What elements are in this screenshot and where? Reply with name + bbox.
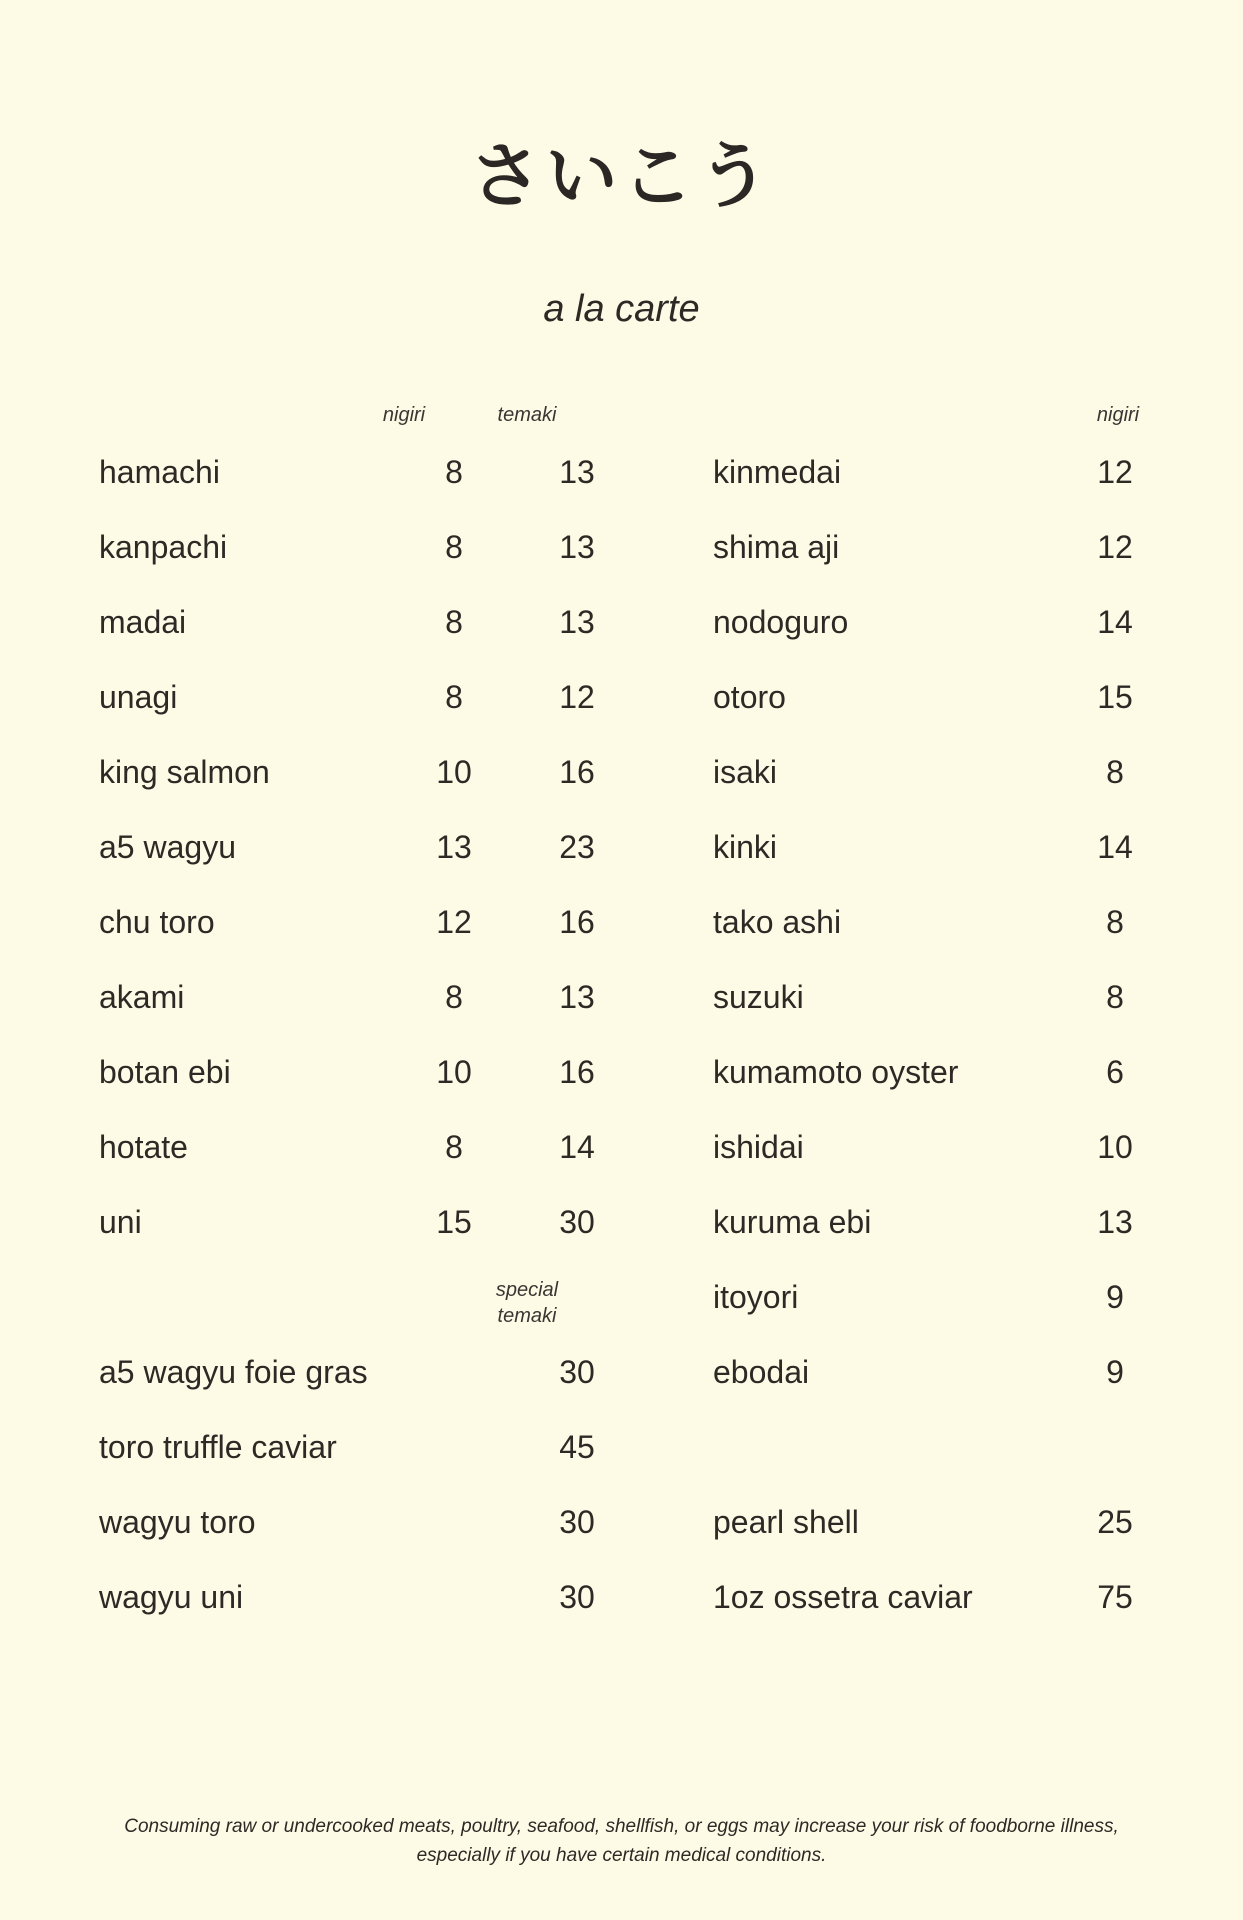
item-name: a5 wagyu <box>99 829 236 865</box>
item-nigiri-price: 8 <box>1106 904 1124 940</box>
item-temaki-price: 30 <box>559 1204 595 1240</box>
special-item <box>99 1347 599 1397</box>
health-disclaimer <box>40 1812 1203 1870</box>
extra-item <box>713 1572 1173 1622</box>
item-name: chu toro <box>99 904 215 940</box>
item-nigiri-price: 8 <box>1106 754 1124 790</box>
item-temaki-price: 16 <box>559 904 595 940</box>
item-name: kinmedai <box>713 454 842 490</box>
item-name: unagi <box>99 679 178 715</box>
special-temaki-header <box>477 1277 577 1329</box>
item-nigiri-price: 14 <box>1097 829 1133 865</box>
extra-item-name: pearl shell <box>713 1504 859 1540</box>
item-nigiri-price: 8 <box>445 529 463 565</box>
item-temaki-price: 16 <box>559 1054 595 1090</box>
item-temaki-price: 13 <box>559 529 595 565</box>
item-nigiri-price: 10 <box>436 754 472 790</box>
extra-item-price: 25 <box>1097 1504 1133 1540</box>
menu-item <box>713 1197 1173 1247</box>
right-nigiri-header: nigiri <box>1096 404 1140 426</box>
item-name: shima aji <box>713 529 840 565</box>
menu-item <box>713 1047 1173 1097</box>
menu-item <box>99 1122 599 1172</box>
item-name: nodoguro <box>713 604 849 640</box>
item-name: kanpachi <box>99 529 228 565</box>
section-title: a la carte <box>543 288 700 330</box>
item-name: kuruma ebi <box>713 1204 872 1240</box>
item-temaki-price: 13 <box>559 604 595 640</box>
item-nigiri-price: 6 <box>1106 1054 1124 1090</box>
item-nigiri-price: 14 <box>1097 604 1133 640</box>
special-header-line2: temaki <box>497 1305 557 1327</box>
item-name: ishidai <box>713 1129 804 1165</box>
item-nigiri-price: 12 <box>436 904 472 940</box>
item-name: suzuki <box>713 979 804 1015</box>
restaurant-logo: さいこう <box>469 133 774 218</box>
item-temaki-price: 16 <box>559 754 595 790</box>
item-name: ebodai <box>713 1354 810 1390</box>
special-item-price: 45 <box>559 1429 595 1465</box>
menu-item <box>99 972 599 1022</box>
item-name: otoro <box>713 679 786 715</box>
item-temaki-price: 13 <box>559 454 595 490</box>
special-item-price: 30 <box>559 1354 595 1390</box>
item-name: uni <box>99 1204 142 1240</box>
special-item <box>99 1422 599 1472</box>
menu-item <box>99 447 599 497</box>
item-nigiri-price: 8 <box>1106 979 1124 1015</box>
item-temaki-price: 14 <box>559 1129 595 1165</box>
extra-item-price: 75 <box>1097 1579 1133 1615</box>
item-nigiri-price: 12 <box>1097 529 1133 565</box>
menu-item <box>713 972 1173 1022</box>
item-name: botan ebi <box>99 1054 231 1090</box>
item-name: akami <box>99 979 185 1015</box>
menu-item <box>99 747 599 797</box>
item-name: madai <box>99 604 187 640</box>
special-item-price: 30 <box>559 1504 595 1540</box>
menu-item <box>713 1272 1173 1322</box>
item-nigiri-price: 13 <box>436 829 472 865</box>
extra-item <box>713 1497 1173 1547</box>
special-item-name: a5 wagyu foie gras <box>99 1354 368 1390</box>
item-nigiri-price: 10 <box>436 1054 472 1090</box>
menu-item <box>99 597 599 647</box>
menu-item <box>99 672 599 722</box>
menu-item <box>99 1197 599 1247</box>
item-temaki-price: 12 <box>559 679 595 715</box>
item-name: tako ashi <box>713 904 842 940</box>
item-name: itoyori <box>713 1279 799 1315</box>
item-nigiri-price: 12 <box>1097 454 1133 490</box>
item-temaki-price: 13 <box>559 979 595 1015</box>
item-nigiri-price: 8 <box>445 1129 463 1165</box>
item-name: hotate <box>99 1129 188 1165</box>
menu-item <box>713 522 1173 572</box>
menu-item <box>713 897 1173 947</box>
special-item-price: 30 <box>559 1579 595 1615</box>
menu-item <box>99 822 599 872</box>
menu-item <box>713 822 1173 872</box>
special-item-name: wagyu uni <box>99 1579 244 1615</box>
item-name: hamachi <box>99 454 220 490</box>
item-nigiri-price: 9 <box>1106 1279 1124 1315</box>
item-name: kumamoto oyster <box>713 1054 959 1090</box>
special-item-name: toro truffle caviar <box>99 1429 337 1465</box>
left-nigiri-header: nigiri <box>382 404 426 426</box>
menu-item <box>99 522 599 572</box>
disclaimer-line2: especially if you have certain medical conditions. <box>416 1845 827 1866</box>
menu-item <box>713 447 1173 497</box>
item-nigiri-price: 8 <box>445 679 463 715</box>
menu-item <box>713 1347 1173 1397</box>
item-temaki-price: 23 <box>559 829 595 865</box>
item-name: king salmon <box>99 754 270 790</box>
special-header-line1: special <box>495 1279 559 1301</box>
disclaimer-line1: Consuming raw or undercooked meats, poultry, seafood, shellfish, or eggs may increase your risk of foodborne illness, <box>124 1816 1119 1837</box>
item-nigiri-price: 13 <box>1097 1204 1133 1240</box>
special-item <box>99 1572 599 1622</box>
left-temaki-header: temaki <box>497 404 557 426</box>
extra-item-name: 1oz ossetra caviar <box>713 1579 973 1615</box>
menu-item <box>713 1122 1173 1172</box>
menu-item <box>99 897 599 947</box>
special-item-name: wagyu toro <box>99 1504 256 1540</box>
item-nigiri-price: 8 <box>445 604 463 640</box>
item-nigiri-price: 15 <box>436 1204 472 1240</box>
item-nigiri-price: 8 <box>445 454 463 490</box>
menu-item <box>99 1047 599 1097</box>
item-name: isaki <box>713 754 778 790</box>
item-nigiri-price: 9 <box>1106 1354 1124 1390</box>
item-nigiri-price: 15 <box>1097 679 1133 715</box>
menu-item <box>713 597 1173 647</box>
item-name: kinki <box>713 829 778 865</box>
item-nigiri-price: 8 <box>445 979 463 1015</box>
menu-item <box>713 672 1173 722</box>
menu-item <box>713 747 1173 797</box>
special-item <box>99 1497 599 1547</box>
item-nigiri-price: 10 <box>1097 1129 1133 1165</box>
